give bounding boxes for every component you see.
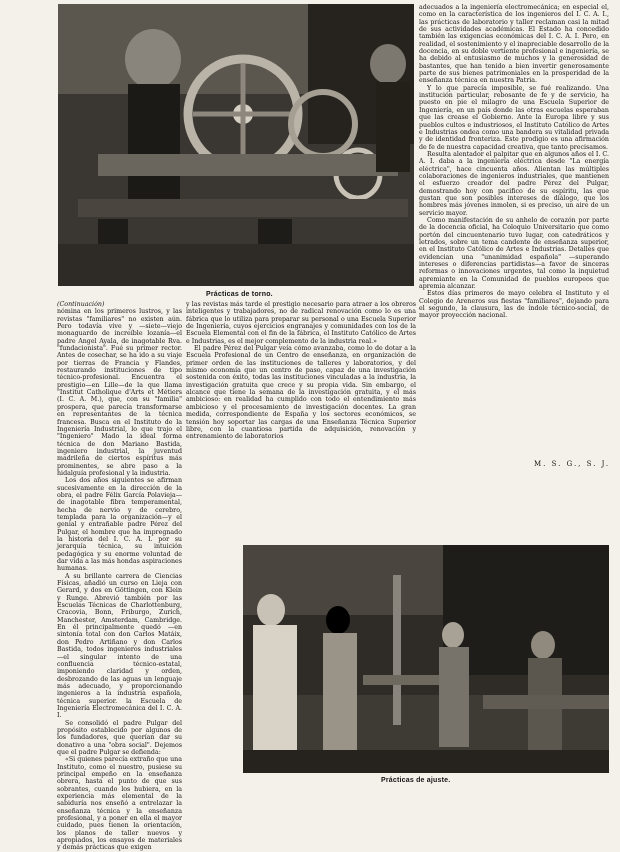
article-paragraph: Se consolidó el padre Pulgar del propósito establecido por algunos de los fundadores, que querían dar su donativo a una "obra social". Dejemos que el padre Pulgar se defienda: (57, 719, 182, 756)
article-paragraph: A su brillante carrera de Ciencias Físicas, añadió un curso en Lieja con Gerard, y dos en Göttingen, con Klein y Runge. Abrevió también por las Escuelas Técnicas de Charlottenburg, Cracovia, Bonn, Friburgo, Zurich, Manchester, Amsterdam, Cambridge. En él principalmente quedó —en sintonía total con don Carlos Matáix, don Pedro Artiñano y don Carlos Bastida, todos ingenieros industriales—el singular intento de una confluencia técnico-estatal, imponiendo claridad y orden, desbrozando de las aguas un lenguaje más adecuado, y proporcionando ingenieros a la industria española, técnica superior. la Escuela de Ingeniería Electromecánica del I. C. A. I. (57, 572, 182, 720)
article-column-1 (57, 301, 182, 852)
article-paragraph: nómina en los primeros lustros, y las revistas "familiares" no existen aún. Pero todavía vive y —siete—viejo monaguardo de increíble lozanía—el padre Angel Ayala, de inagotable Rva. "fundacionista". Fué su primer rector. Antes de cosechar, se ha ido a su viaje por tierras de Francia y Flandes, restaurando instituciones de tipo técnico-profesional. Encuentra el prestigio—en Lille—de la que llama "Institut Catholique d'Arts et Métiers (I. C. A. M.), que, con su "familia" prospera, que parecía transformarse en representantes de la técnica francesa. Busca en el Instituto de la Ingeniería Industrial, lo que trajo el "Ingeniero" Mado la ideal forma técnica de don Mariano Bastida, ingeniero industrial, la juventud madrileña de ciertos espíritus más prominentes, se abre paso a la hidalguía profesional y la industria. (57, 308, 182, 477)
article-paragraph: y las revistas más tarde el prestigio necesario para atraer a los obreros inteligentes y trabajadores, no de radical renovación como lo es una fábrica que lo utiliza para preparar su personal o una Escuela Superior de Ingeniería, cuyos ejercicios engranajes y comunidades con los de la Escuela Elemental con el fin de la fábrica, el Instituto Católico de Artes e Industrias, es el mejor complemento de la industria real.» (186, 301, 416, 345)
article-paragraph: «Si quienes parecía extraño que una Instituto, como el nuestro, pusiese su principal empeño en la enseñanza obrera, hasta el punto de que sus sobrantes, cuando los hubiera, en la experiencia más elemental de la sabiduría nos enseñó a entrelazar la enseñanza técnica y la enseñanza profesional, y a poner en ella el mayor cuidado, pues tienen la orientación, los planos de taller nuevos y apropiados, los ensayos de materiales y demás prácticas que exigen (57, 756, 182, 852)
article-paragraph: Y lo que parecía imposible, se fué realizando. Una institución particular, rebosante de fe y de servicio, ha puesto en pie el milagro de una Escuela Superior de Ingeniería, en un país donde las otras escuelas esperaban que las crease el Gobierno. Ante la Europa libre y sus pueblos cultos e industriosos, el Instituto Católico de Artes e Industrias ondea como una bandera su vitalidad privada y de identidad fronteriza. Este prodigio es una afirmación de fe de nuestra capacidad creativa, que tanto precisamos. (419, 84, 609, 151)
photo-lathe-practice (58, 4, 414, 286)
article-paragraph (57, 301, 182, 308)
photo-caption-fitting: Prácticas de ajuste. (381, 777, 451, 784)
article-paragraph: Como manifestación de su anhelo de corazón por parte de la docencia oficial, ha Coloquio Universitario que como portón del cincuentenario tuvo lugar, con catedráticos y letrados, sobre un tema candente de enseñanza superior, en el Instituto Católico de Artes e Industrias. Detalles que evidencian una "unanimidad española" —superando intereses o diferencias partidistas—a favor de sinceras reformas o innovaciones urgentes, tal como la inquietud apremiante en la Comunidad de pueblos europeos que apremia alcanzar. (419, 216, 609, 291)
article-paragraph: El padre Pérez del Pulgar veía cómo avanzaba, como lo de dotar a la Escuela Profesional de un Centro de enseñanza, en organización de primer orden de las instituciones de talleres y laboratorios, y del mismo economía que un centro de paso, capaz de una investigación sostenida con éxito, todas las instituciones vinculadas a la industria, la investigación gratuita que crece y su propia vida. Sin embargo, el alcance que tiene la semana de la investigación gratuita, y el más ambicioso: en realidad ha cumplido con todo el entendimiento más ambicioso y el procesamiento de investigación docentes. La gran medida, correspondiente de España y los sectores económicos, se tensión hoy soportar las cargas de una Enseñanza Técnica Superior libre, con la cuantiosa partida de adquisición, renovación y entrenamiento de laboratorios (186, 345, 416, 441)
article-paragraph: Resulta alentador el palpitar que en algunos años el I. C. A. I. daba a la ingeniería eléctrica desde "La energía eléctrica", hace cincuenta años. Alientan las múltiples colaboraciones de ingenieros industriales, que mantienen el esfuerzo creador del padre Pérez del Pulgar, demostrando hoy con pacifico de su espíritu, las que gustan que son posibles intereses de diálogo, que los hombres más jóvenes inmolen, si es preciso, un aire de un servicio mayor. (419, 150, 609, 217)
photo-caption-lathe: Prácticas de torno. (206, 291, 273, 298)
author-signature: M. S. G., S. J. (534, 460, 611, 468)
article-column-3 (419, 4, 609, 458)
article-column-2 (186, 301, 416, 541)
continuation-label: (Continuación) (57, 301, 105, 308)
article-paragraph: Los dos años siguientes se afirman sucesivamente en la dirección de la obra, el padre Félix García Polavieja—de inagotable fibra temperamental, hecha de nervio y de cerebro, templada para la organización—y el genial y entrañable padre Pérez del Pulgar, el hombre que ha impregnado la historia del I. C. A. I. por su jerarquía técnica, su intuición pedagógica y su enorme voluntad de dar vida a las más hondas aspiraciones humanas. (57, 477, 182, 573)
article-paragraph: Estos días primeros de mayo celebra el Instituto y el Colegio de Areneros sus fiestas "familiares", dejando para el segundo, la clausura, las de índole técnico-social, de mayor proyección nacional. (419, 290, 609, 320)
photo-fitting-practice (243, 545, 609, 773)
article-paragraph: adecuados a la ingeniería electromecánica; en especial el, como en la característica de los ingenieros del I. C. A. I., las prácticas de laboratorio y taller reclaman casi la mitad de sus actividades académicas. El Estado ha concedido también las exigencias económicas del I. C. A. I. Pero, en realidad, el sostenimiento y el inapreciable desarrollo de la docencia, en su doble vertiente profesional e ingeniería, se ha debido al entusiasmo de muchos y la generosidad de bastantes, que han tenido a bien invertir generosamente parte de sus bienes patrimoniales en la prosperidad de la enseñanza técnica en nuestra Patria. (419, 4, 609, 85)
